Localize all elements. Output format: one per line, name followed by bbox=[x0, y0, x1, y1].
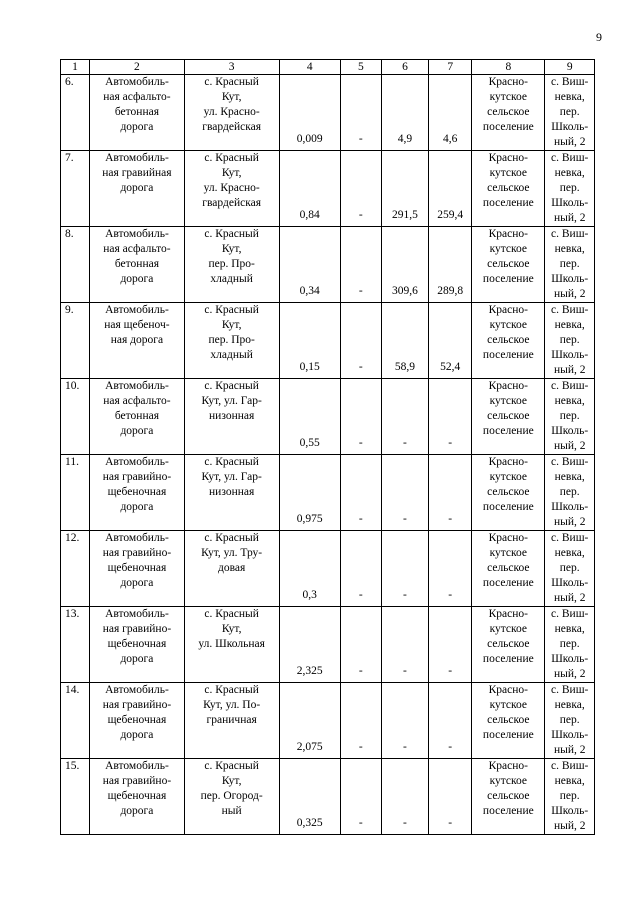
cell-line: щебеночная bbox=[107, 790, 167, 802]
owner-cell bbox=[472, 683, 545, 759]
cell-line: Кут, ул. Гар- bbox=[201, 395, 262, 407]
cell-line: ный, 2 bbox=[553, 136, 586, 148]
column-6-cell: 309,6 bbox=[381, 227, 428, 303]
cell-line: с. Красный bbox=[204, 532, 259, 544]
cell-line: Автомобиль- bbox=[105, 228, 169, 240]
cell-line: пер. bbox=[559, 334, 580, 346]
cell-line: поселение bbox=[482, 501, 534, 513]
cell-line: с. Виш- bbox=[551, 380, 589, 392]
row-number-cell: 13. bbox=[61, 607, 90, 683]
row-number-cell: 6. bbox=[61, 75, 90, 151]
cell-line: Кут, bbox=[221, 91, 242, 103]
table-row bbox=[61, 303, 595, 379]
cell-line: ная дорога bbox=[110, 334, 164, 346]
owner-cell bbox=[472, 759, 545, 835]
cell-line: сельское bbox=[487, 334, 530, 346]
object-name-cell bbox=[90, 75, 185, 151]
column-header: 2 bbox=[90, 60, 185, 75]
cell-line: Кут, ул. Тру- bbox=[201, 547, 263, 559]
cell-line: ный, 2 bbox=[553, 212, 586, 224]
cell-line: сельское bbox=[487, 258, 530, 270]
cell-line: пер. bbox=[559, 714, 580, 726]
column-6-cell: - bbox=[381, 455, 428, 531]
cell-line: щебеночная bbox=[107, 638, 167, 650]
row-number-cell: 8. bbox=[61, 227, 90, 303]
cell-line: Школь- bbox=[551, 577, 589, 589]
cell-line: Школь- bbox=[551, 501, 589, 513]
cell-line: невка, bbox=[554, 471, 585, 483]
cell-line: с. Виш- bbox=[551, 684, 589, 696]
column-header: 1 bbox=[61, 60, 90, 75]
row-number-cell: 12. bbox=[61, 531, 90, 607]
cell-line: ная асфальто- bbox=[103, 395, 171, 407]
cell-line: ная асфальто- bbox=[103, 243, 171, 255]
cell-line: сельское bbox=[487, 638, 530, 650]
cell-line: Автомобиль- bbox=[105, 380, 169, 392]
object-name-cell bbox=[90, 151, 185, 227]
column-7-cell: - bbox=[429, 683, 472, 759]
owner-cell bbox=[472, 607, 545, 683]
cell-line: низонная bbox=[209, 486, 255, 498]
cell-line: дорога bbox=[120, 501, 154, 513]
table-row bbox=[61, 683, 595, 759]
cell-line: сельское bbox=[487, 410, 530, 422]
cell-line: кутское bbox=[489, 775, 528, 787]
table-row bbox=[61, 75, 595, 151]
column-5-cell: - bbox=[340, 303, 381, 379]
cell-line: поселение bbox=[482, 653, 534, 665]
column-header: 5 bbox=[340, 60, 381, 75]
column-header: 7 bbox=[429, 60, 472, 75]
cell-line: ный, 2 bbox=[553, 288, 586, 300]
cell-line: ная гравийно- bbox=[102, 547, 172, 559]
column-7-cell: - bbox=[429, 379, 472, 455]
cell-line: с. Виш- bbox=[551, 304, 589, 316]
owner-cell bbox=[472, 75, 545, 151]
cell-line: пер. bbox=[559, 410, 580, 422]
cell-line: Красно- bbox=[488, 456, 528, 468]
location-cell bbox=[545, 683, 595, 759]
owner-cell bbox=[472, 303, 545, 379]
cell-line: гвардейская bbox=[202, 197, 262, 209]
location-cell bbox=[545, 151, 595, 227]
cell-line: сельское bbox=[487, 486, 530, 498]
cell-line: с. Красный bbox=[204, 380, 259, 392]
cell-line: Красно- bbox=[488, 228, 528, 240]
column-6-cell: - bbox=[381, 379, 428, 455]
cell-line: низонная bbox=[209, 410, 255, 422]
cell-line: Красно- bbox=[488, 76, 528, 88]
cell-line: кутское bbox=[489, 623, 528, 635]
cell-line: Красно- bbox=[488, 304, 528, 316]
cell-line: поселение bbox=[482, 729, 534, 741]
cell-line: Красно- bbox=[488, 152, 528, 164]
column-7-cell: 52,4 bbox=[429, 303, 472, 379]
cell-line: сельское bbox=[487, 562, 530, 574]
cell-line: пер. Про- bbox=[208, 258, 255, 270]
cell-line: поселение bbox=[482, 577, 534, 589]
cell-line: щебеночная bbox=[107, 486, 167, 498]
cell-line: ная гравийная bbox=[102, 167, 172, 179]
length-cell: 0,55 bbox=[279, 379, 340, 455]
owner-cell bbox=[472, 531, 545, 607]
cell-line: щебеночная bbox=[107, 562, 167, 574]
cell-line: с. Красный bbox=[204, 152, 259, 164]
length-cell: 0,84 bbox=[279, 151, 340, 227]
cell-line: Кут, bbox=[221, 243, 242, 255]
location-cell bbox=[545, 227, 595, 303]
cell-line: дорога bbox=[120, 653, 154, 665]
object-name-cell bbox=[90, 303, 185, 379]
column-7-cell: - bbox=[429, 607, 472, 683]
column-7-cell: - bbox=[429, 455, 472, 531]
column-5-cell: - bbox=[340, 379, 381, 455]
row-number-cell: 15. bbox=[61, 759, 90, 835]
cell-line: Кут, ул. Гар- bbox=[201, 471, 262, 483]
owner-cell bbox=[472, 151, 545, 227]
object-name-cell bbox=[90, 379, 185, 455]
length-cell: 0,009 bbox=[279, 75, 340, 151]
cell-line: ная асфальто- bbox=[103, 91, 171, 103]
column-6-cell: 58,9 bbox=[381, 303, 428, 379]
cell-line: пер. bbox=[559, 638, 580, 650]
cell-line: Автомобиль- bbox=[105, 76, 169, 88]
cell-line: Красно- bbox=[488, 608, 528, 620]
cell-line: поселение bbox=[482, 805, 534, 817]
column-7-cell: - bbox=[429, 759, 472, 835]
address-cell bbox=[184, 531, 279, 607]
cell-line: Школь- bbox=[551, 425, 589, 437]
cell-line: с. Красный bbox=[204, 608, 259, 620]
table-row bbox=[61, 759, 595, 835]
cell-line: дорога bbox=[120, 805, 154, 817]
cell-line: сельское bbox=[487, 106, 530, 118]
column-5-cell: - bbox=[340, 683, 381, 759]
column-5-cell: - bbox=[340, 759, 381, 835]
cell-line: довая bbox=[218, 562, 246, 574]
cell-line: ул. Красно- bbox=[203, 106, 260, 118]
cell-line: бетонная bbox=[114, 410, 159, 422]
cell-line: Школь- bbox=[551, 121, 589, 133]
cell-line: Школь- bbox=[551, 273, 589, 285]
cell-line: дорога bbox=[120, 121, 154, 133]
owner-cell bbox=[472, 455, 545, 531]
column-6-cell: 291,5 bbox=[381, 151, 428, 227]
page-number: 9 bbox=[596, 30, 602, 44]
row-number-cell: 14. bbox=[61, 683, 90, 759]
cell-line: Красно- bbox=[488, 532, 528, 544]
cell-line: с. Виш- bbox=[551, 76, 589, 88]
cell-line: ная гравийно- bbox=[102, 775, 172, 787]
cell-line: бетонная bbox=[114, 106, 159, 118]
object-name-cell bbox=[90, 227, 185, 303]
cell-line: невка, bbox=[554, 167, 585, 179]
cell-line: с. Виш- bbox=[551, 228, 589, 240]
address-cell bbox=[184, 759, 279, 835]
object-name-cell bbox=[90, 607, 185, 683]
object-name-cell bbox=[90, 759, 185, 835]
location-cell bbox=[545, 303, 595, 379]
cell-line: невка, bbox=[554, 623, 585, 635]
location-cell bbox=[545, 75, 595, 151]
cell-line: кутское bbox=[489, 91, 528, 103]
object-name-cell bbox=[90, 683, 185, 759]
column-7-cell: - bbox=[429, 531, 472, 607]
table-row bbox=[61, 227, 595, 303]
row-number-cell: 11. bbox=[61, 455, 90, 531]
table-row bbox=[61, 455, 595, 531]
cell-line: с. Красный bbox=[204, 76, 259, 88]
cell-line: ная щебеноч- bbox=[104, 319, 170, 331]
cell-line: ный, 2 bbox=[553, 820, 586, 832]
cell-line: поселение bbox=[482, 273, 534, 285]
cell-line: щебеночная bbox=[107, 714, 167, 726]
length-cell: 0,3 bbox=[279, 531, 340, 607]
column-header: 6 bbox=[381, 60, 428, 75]
length-cell: 2,075 bbox=[279, 683, 340, 759]
cell-line: дорога bbox=[120, 577, 154, 589]
cell-line: Автомобиль- bbox=[105, 304, 169, 316]
cell-line: поселение bbox=[482, 197, 534, 209]
cell-line: кутское bbox=[489, 547, 528, 559]
address-cell bbox=[184, 75, 279, 151]
cell-line: Школь- bbox=[551, 653, 589, 665]
address-cell bbox=[184, 227, 279, 303]
cell-line: ный, 2 bbox=[553, 592, 586, 604]
cell-line: Автомобиль- bbox=[105, 456, 169, 468]
cell-line: кутское bbox=[489, 319, 528, 331]
location-cell bbox=[545, 379, 595, 455]
cell-line: невка, bbox=[554, 91, 585, 103]
cell-line: ул. Красно- bbox=[203, 182, 260, 194]
cell-line: сельское bbox=[487, 182, 530, 194]
cell-line: хладный bbox=[210, 273, 253, 285]
cell-line: Автомобиль- bbox=[105, 608, 169, 620]
cell-line: с. Виш- bbox=[551, 456, 589, 468]
column-5-cell: - bbox=[340, 607, 381, 683]
cell-line: дорога bbox=[120, 729, 154, 741]
location-cell bbox=[545, 455, 595, 531]
column-7-cell: 289,8 bbox=[429, 227, 472, 303]
cell-line: кутское bbox=[489, 167, 528, 179]
cell-line: Кут, bbox=[221, 167, 242, 179]
column-6-cell: - bbox=[381, 531, 428, 607]
cell-line: поселение bbox=[482, 425, 534, 437]
cell-line: хладный bbox=[210, 349, 253, 361]
column-6-cell: 4,9 bbox=[381, 75, 428, 151]
object-name-cell bbox=[90, 531, 185, 607]
address-cell bbox=[184, 455, 279, 531]
cell-line: ный, 2 bbox=[553, 440, 586, 452]
address-cell bbox=[184, 151, 279, 227]
column-header: 3 bbox=[184, 60, 279, 75]
cell-line: пер. bbox=[559, 182, 580, 194]
cell-line: пер. bbox=[559, 106, 580, 118]
column-5-cell: - bbox=[340, 455, 381, 531]
cell-line: пер. bbox=[559, 790, 580, 802]
cell-line: ный, 2 bbox=[553, 364, 586, 376]
length-cell: 2,325 bbox=[279, 607, 340, 683]
cell-line: Школь- bbox=[551, 729, 589, 741]
column-5-cell: - bbox=[340, 227, 381, 303]
row-number-cell: 10. bbox=[61, 379, 90, 455]
column-header: 4 bbox=[279, 60, 340, 75]
cell-line: граничная bbox=[206, 714, 257, 726]
cell-line: пер. Огород- bbox=[200, 790, 263, 802]
cell-line: пер. bbox=[559, 562, 580, 574]
location-cell bbox=[545, 759, 595, 835]
cell-line: с. Красный bbox=[204, 760, 259, 772]
cell-line: ный, 2 bbox=[553, 668, 586, 680]
cell-line: кутское bbox=[489, 243, 528, 255]
cell-line: гвардейская bbox=[202, 121, 262, 133]
address-cell bbox=[184, 607, 279, 683]
row-number-cell: 7. bbox=[61, 151, 90, 227]
cell-line: невка, bbox=[554, 775, 585, 787]
column-5-cell: - bbox=[340, 531, 381, 607]
table-row bbox=[61, 151, 595, 227]
location-cell bbox=[545, 607, 595, 683]
cell-line: бетонная bbox=[114, 258, 159, 270]
cell-line: Автомобиль- bbox=[105, 684, 169, 696]
address-cell bbox=[184, 303, 279, 379]
address-cell bbox=[184, 683, 279, 759]
cell-line: пер. Про- bbox=[208, 334, 255, 346]
roads-table bbox=[60, 59, 595, 835]
length-cell: 0,325 bbox=[279, 759, 340, 835]
cell-line: Красно- bbox=[488, 760, 528, 772]
column-6-cell: - bbox=[381, 683, 428, 759]
cell-line: Автомобиль- bbox=[105, 152, 169, 164]
address-cell bbox=[184, 379, 279, 455]
cell-line: невка, bbox=[554, 243, 585, 255]
cell-line: с. Красный bbox=[204, 684, 259, 696]
column-header: 9 bbox=[545, 60, 595, 75]
cell-line: дорога bbox=[120, 425, 154, 437]
table-row bbox=[61, 531, 595, 607]
cell-line: дорога bbox=[120, 182, 154, 194]
length-cell: 0,34 bbox=[279, 227, 340, 303]
cell-line: сельское bbox=[487, 790, 530, 802]
cell-line: пер. bbox=[559, 258, 580, 270]
row-number-cell: 9. bbox=[61, 303, 90, 379]
owner-cell bbox=[472, 379, 545, 455]
cell-line: с. Виш- bbox=[551, 152, 589, 164]
column-header: 8 bbox=[472, 60, 545, 75]
cell-line: Кут, bbox=[221, 319, 242, 331]
location-cell bbox=[545, 531, 595, 607]
cell-line: Автомобиль- bbox=[105, 532, 169, 544]
cell-line: с. Виш- bbox=[551, 532, 589, 544]
column-5-cell: - bbox=[340, 75, 381, 151]
cell-line: сельское bbox=[487, 714, 530, 726]
cell-line: кутское bbox=[489, 699, 528, 711]
column-6-cell: - bbox=[381, 607, 428, 683]
column-7-cell: 4,6 bbox=[429, 75, 472, 151]
cell-line: невка, bbox=[554, 395, 585, 407]
cell-line: ный, 2 bbox=[553, 516, 586, 528]
cell-line: Автомобиль- bbox=[105, 760, 169, 772]
cell-line: Кут, bbox=[221, 775, 242, 787]
cell-line: ный bbox=[221, 805, 242, 817]
cell-line: ная гравийно- bbox=[102, 623, 172, 635]
cell-line: с. Виш- bbox=[551, 760, 589, 772]
column-6-cell: - bbox=[381, 759, 428, 835]
cell-line: поселение bbox=[482, 121, 534, 133]
cell-line: пер. bbox=[559, 486, 580, 498]
length-cell: 0,15 bbox=[279, 303, 340, 379]
object-name-cell bbox=[90, 455, 185, 531]
cell-line: кутское bbox=[489, 395, 528, 407]
cell-line: Кут, ул. По- bbox=[203, 699, 261, 711]
owner-cell bbox=[472, 227, 545, 303]
column-number-row bbox=[61, 60, 595, 75]
table-row bbox=[61, 607, 595, 683]
length-cell: 0,975 bbox=[279, 455, 340, 531]
cell-line: Школь- bbox=[551, 805, 589, 817]
cell-line: ная гравийно- bbox=[102, 471, 172, 483]
cell-line: с. Красный bbox=[204, 228, 259, 240]
cell-line: Школь- bbox=[551, 197, 589, 209]
cell-line: ул. Школьная bbox=[198, 638, 265, 650]
cell-line: с. Красный bbox=[204, 456, 259, 468]
cell-line: невка, bbox=[554, 699, 585, 711]
column-5-cell: - bbox=[340, 151, 381, 227]
cell-line: ная гравийно- bbox=[102, 699, 172, 711]
cell-line: невка, bbox=[554, 547, 585, 559]
cell-line: с. Красный bbox=[204, 304, 259, 316]
cell-line: Красно- bbox=[488, 380, 528, 392]
cell-line: Школь- bbox=[551, 349, 589, 361]
cell-line: кутское bbox=[489, 471, 528, 483]
cell-line: ный, 2 bbox=[553, 744, 586, 756]
column-7-cell: 259,4 bbox=[429, 151, 472, 227]
cell-line: с. Виш- bbox=[551, 608, 589, 620]
cell-line: Красно- bbox=[488, 684, 528, 696]
cell-line: поселение bbox=[482, 349, 534, 361]
cell-line: невка, bbox=[554, 319, 585, 331]
table-body bbox=[61, 75, 595, 835]
cell-line: дорога bbox=[120, 273, 154, 285]
cell-line: Кут, bbox=[221, 623, 242, 635]
table-row bbox=[61, 379, 595, 455]
